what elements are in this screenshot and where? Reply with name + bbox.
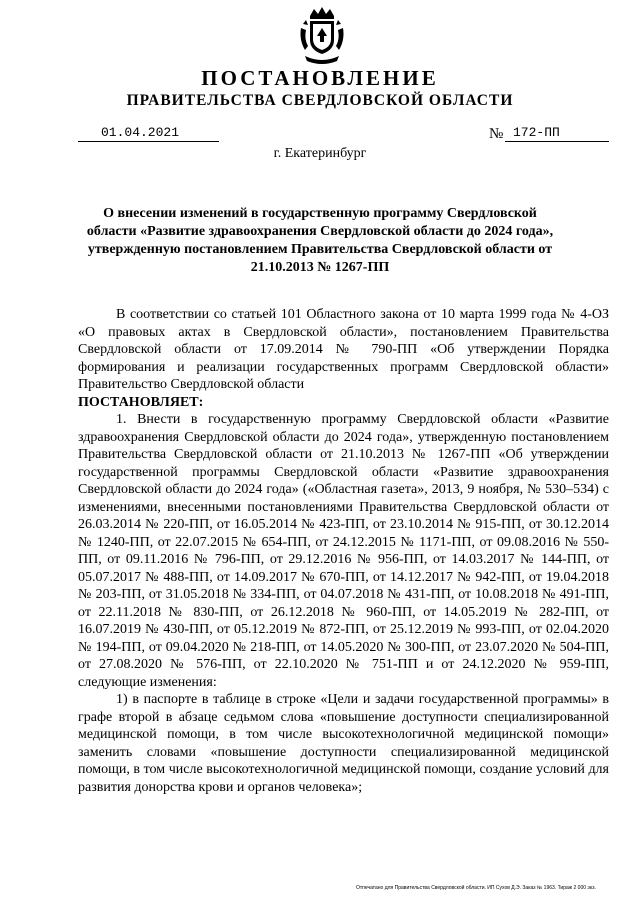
resolves-heading: ПОСТАНОВЛЯЕТ:	[78, 394, 204, 410]
document-number: 172-ПП	[505, 125, 609, 142]
document-subject: О внесении изменений в государственную программу Свердловской области «Развитие здравоохранения Свердловской области до 2024 года», утвержденную постановлением Правительства Свердловской области от 21.10.2013 № 1267-ПП	[86, 206, 554, 275]
document-title: ПОСТАНОВЛЕНИЕ	[201, 66, 439, 90]
preamble-paragraph: В соответствии со статьей 101 Областного закона от 10 марта 1999 года № 4-ОЗ «О правовых актах в Свердловской области», постановлением Правительства Свердловской области от 17.09.2014 № 790-ПП «Об утверждении Порядка формирования и реализации государственных программ Свердловской области» Правительство Свердловской области	[78, 307, 609, 392]
print-footer: Отпечатано для Правительства Свердловской области. ИП Сухов Д.Э. Заказ № 1963. Тираж 2 000 экз.	[356, 885, 596, 891]
document-body	[78, 306, 609, 796]
document-city: г. Екатеринбург	[273, 146, 367, 161]
document-subtitle: ПРАВИТЕЛЬСТВА СВЕРДЛОВСКОЙ ОБЛАСТИ	[126, 92, 514, 109]
document-date: 01.04.2021	[78, 125, 219, 142]
subitem-1-paragraph: 1) в паспорте в таблице в строке «Цели и задачи государственной программы» в графе второй в абзаце седьмом слова «повышение доступности специализированной медицинской помощи, в том числе высокотехнологичной медицинской помощи» заменить словами «повышение доступности специализированной медицинской помощи, в том числе высокотехнологичной медицинской помощи, создание условий для развития донорства крови и органов человека»;	[78, 692, 609, 795]
number-label: №	[489, 126, 504, 142]
coat-of-arms-icon	[297, 6, 347, 68]
item-1-paragraph: 1. Внести в государственную программу Свердловской области «Развитие здравоохранения Свердловской области до 2024 года», утвержденную постановлением Правительства Свердловской области от 21.10.2013 № 1267-ПП «Об утверждении государственной программы Свердловской области «Развитие здравоохранения Свердловской области до 2024 года» («Областная газета», 2013, 9 ноября, № 530–534) с изменениями, внесенными постановлениями Правительства Свердловской области от 26.03.2014 № 220-ПП, от 16.05.2014 № 423-ПП, от 23.10.2014 № 915-ПП, от 30.12.2014 № 1240-ПП, от 22.07.2015 № 654-ПП, от 24.12.2015 № 1171-ПП, от 09.08.2016 № 550-ПП, от 09.11.2016 № 796-ПП, от 29.12.2016 № 956-ПП, от 14.03.2017 № 144-ПП, от 05.07.2017 № 488-ПП, от 14.09.2017 № 670-ПП, от 14.12.2017 № 942-ПП, от 19.04.2018 № 203-ПП, от 31.05.2018 № 334-ПП, от 04.07.2018 № 431-ПП, от 10.08.2018 № 491-ПП, от 22.11.2018 № 830-ПП, от 26.12.2018 № 960-ПП, от 14.05.2019 № 282-ПП, от 16.07.2019 № 430-ПП, от 05.12.2019 № 872-ПП, от 25.12.2019 № 993-ПП, от 02.04.2020 № 194-ПП, от 09.04.2020 № 218-ПП, от 14.05.2020 № 300-ПП, от 23.07.2020 № 504-ПП, от 27.08.2020 № 576-ПП, от 22.10.2020 № 751-ПП и от 24.12.2020 № 959-ПП, следующие изменения:	[78, 412, 609, 690]
